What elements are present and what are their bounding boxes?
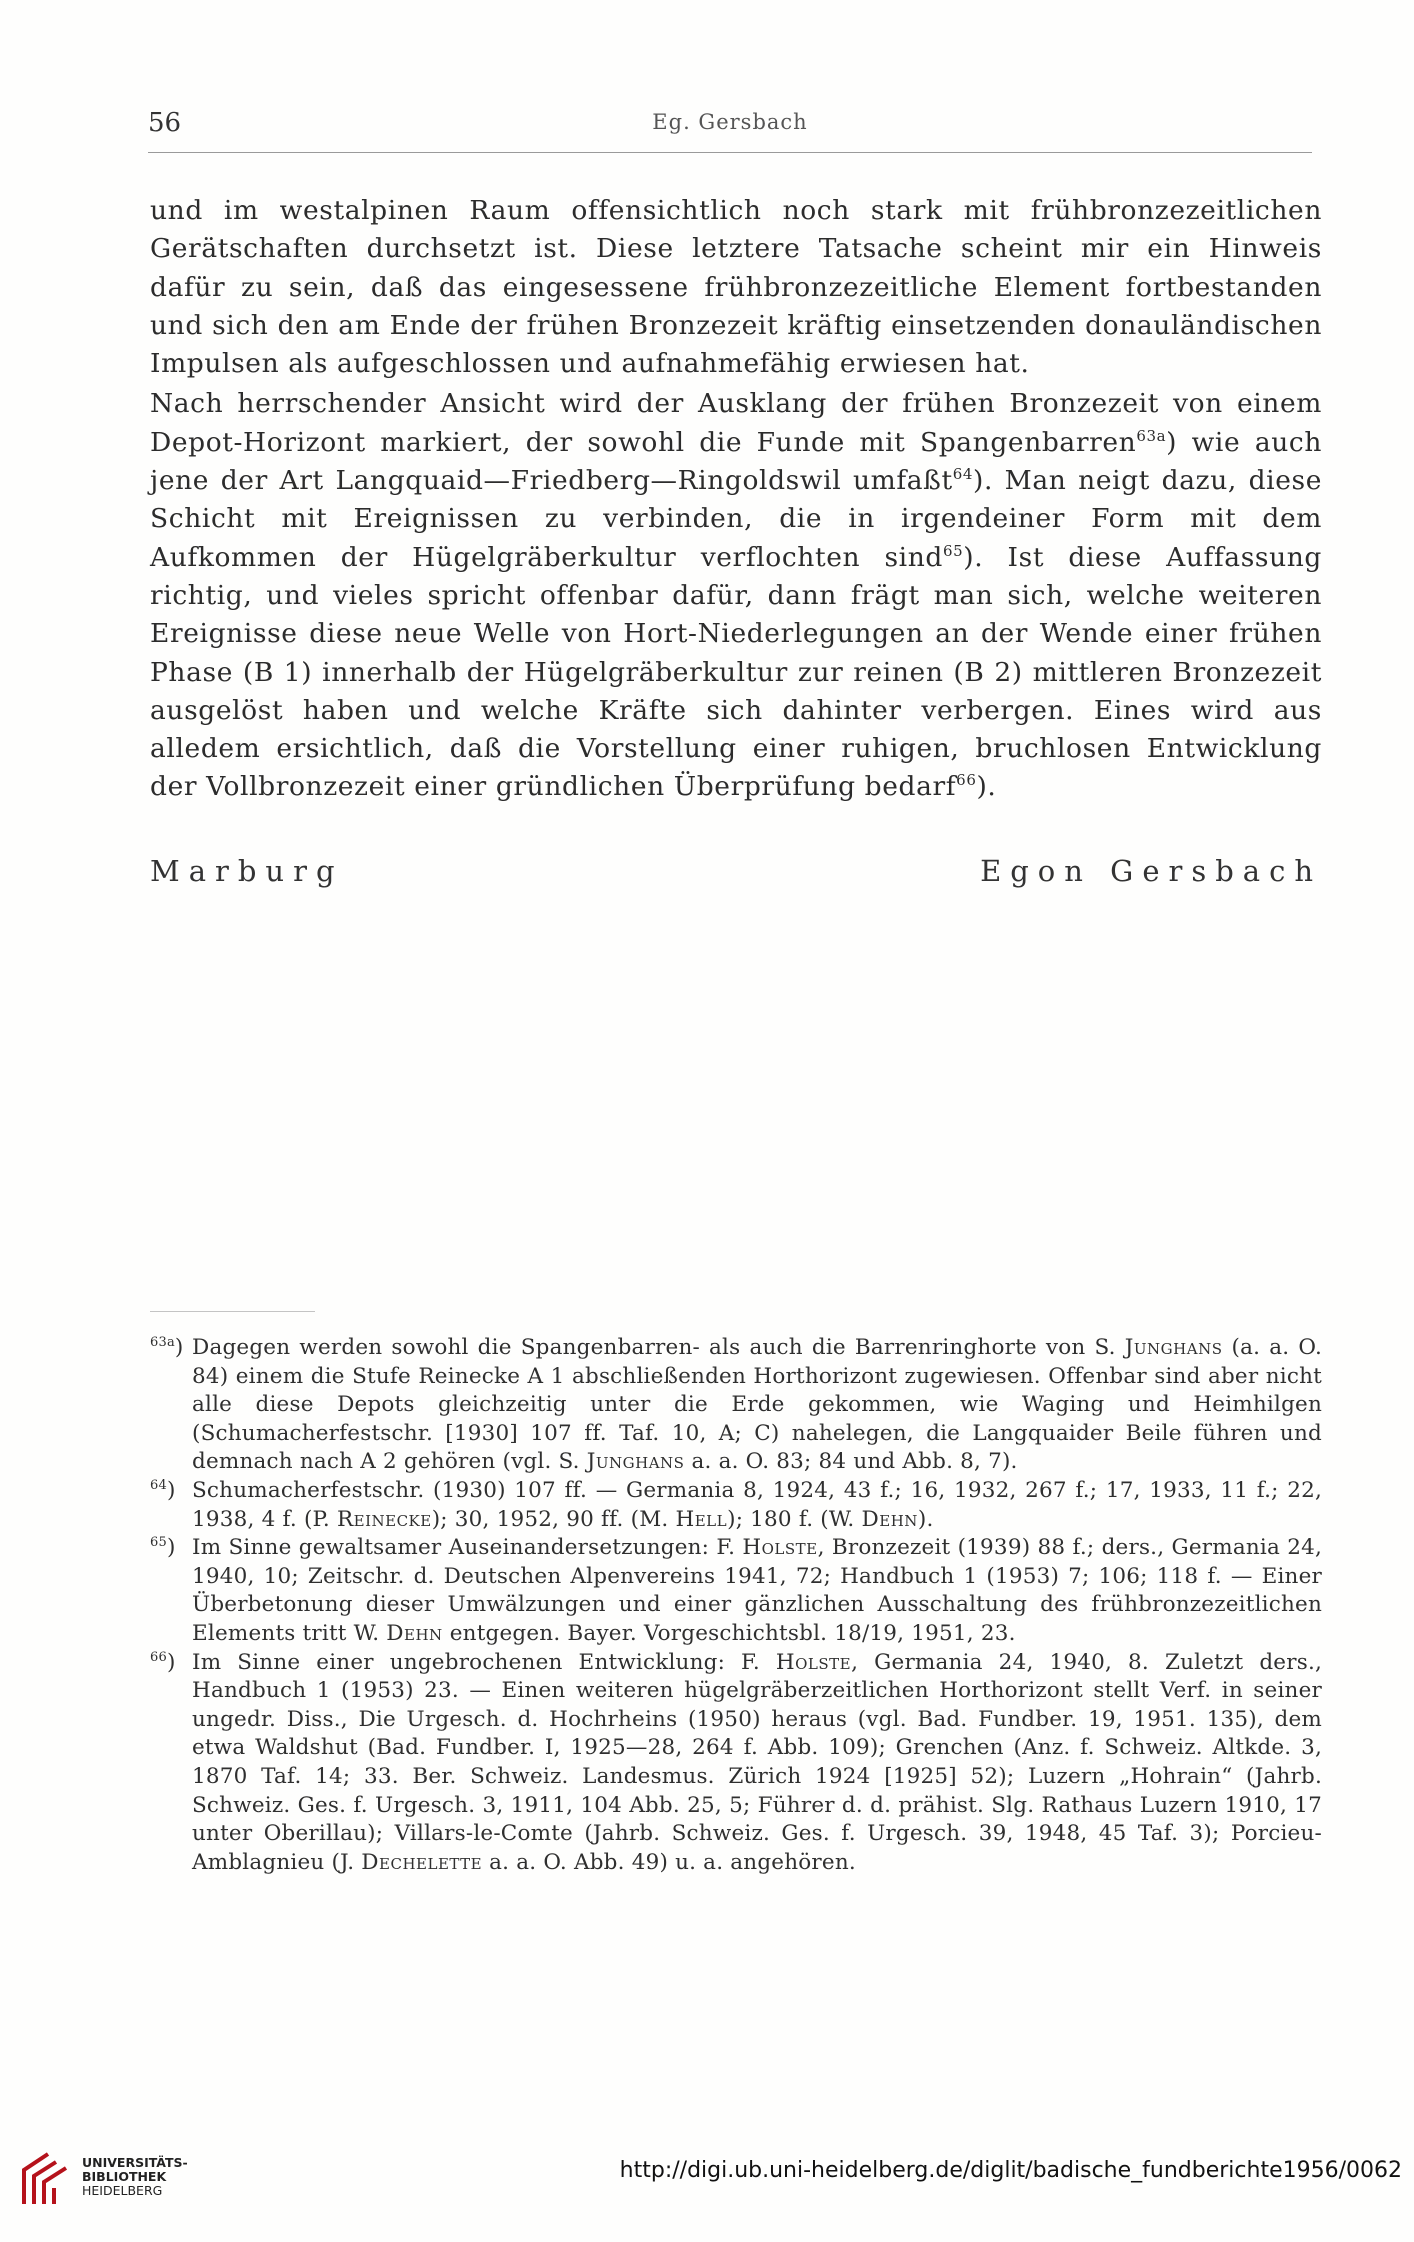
- paragraph-2-part-b: ) wie auch jene der Art Langquaid—Friedberg—Ringoldswil umfaßt: [150, 426, 1322, 497]
- footnote-64: $^{64}$) Schumacherfestschr. (1930) 107 ff. — Germania 8, 1924, 43 f.; 16, 1932, 267 f.; 17, 1933, 11 f.; 22, 1938, 4 f. (P. Reinecke); 30, 1952, 90 ff. (M. Hell); 180 f. (W. Dehn).: [150, 1477, 1322, 1532]
- footnotes: [150, 1334, 1322, 1877]
- footnote-divider: [150, 1311, 315, 1312]
- page-number: 56: [148, 108, 182, 138]
- footnote-number: $^{63a}$): [150, 1334, 184, 1360]
- author-name: Junghans: [586, 1449, 685, 1475]
- footnote-number: $^{66}$): [150, 1649, 176, 1675]
- author-name: Reinecke: [336, 1506, 432, 1532]
- page-header: [148, 106, 1312, 153]
- paragraph-2: [150, 385, 1322, 806]
- signature-place: Marburg: [150, 854, 344, 888]
- footnote-ref-66[interactable]: 66: [956, 771, 977, 790]
- source-url-link[interactable]: http://digi.ub.uni-heidelberg.de/diglit/badische_fundberichte1956/0062: [619, 2158, 1402, 2183]
- footnote-ref-65[interactable]: 65: [942, 541, 964, 560]
- paragraph-2-part-c: ). Man neigt dazu, diese Schicht mit Ereignissen zu verbinden, die in irgendeiner Form mit dem Aufkommen der Hügelgräberkultur verflochten sind: [150, 465, 1322, 573]
- author-name: Dehn: [386, 1620, 443, 1646]
- footnote-ref-64[interactable]: 64: [952, 465, 974, 484]
- footnote-65: $^{65}$) Im Sinne gewaltsamer Auseinandersetzungen: F. Holste, Bronzezeit (1939) 88 f.; ders., Germania 24, 1940, 10; Zeitschr. d. Deutschen Alpenvereins 1941, 72; Handbuch 1 (1953) 7; 106; 118 f. — Einer Überbetonung dieser Umwälzungen und einer gänzlichen Ausschaltung des frühbronzezeitlichen Elements tritt W. Dehn entgegen. Bayer. Vorgeschichtsbl. 18/19, 1951, 23.: [150, 1535, 1323, 1646]
- ub-heidelberg-logo-icon: [14, 2148, 74, 2208]
- author-name: Holste: [742, 1535, 818, 1561]
- paragraph-2-part-a: Nach herrschender Ansicht wird der Ausklang der frühen Bronzezeit von einem Depot-Horizont markiert, der sowohl die Funde mit Spangenbarren: [150, 388, 1322, 458]
- author-name: Dechelette: [361, 1849, 483, 1875]
- paragraph-2-part-e: ).: [976, 771, 997, 803]
- footnote-66: $^{66}$) Im Sinne einer ungebrochenen Entwicklung: F. Holste, Germania 24, 1940, 8. Zuletzt ders., Handbuch 1 (1953) 23. — Einen weiteren hügelgräberzeitlichen Horthorizont stellt Verf. in seiner ungedr. Diss., Die Urgesch. d. Hochrheins (1950) heraus (vgl. Bad. Fundber. 19, 1951. 135), dem etwa Waldshut (Bad. Fundber. I, 1925—28, 264 f. Abb. 109); Grenchen (Anz. f. Schweiz. Altkde. 3, 1870 Taf. 14; 33. Ber. Schweiz. Landesmus. Zürich 1924 [1925] 52); Luzern „Hohrain“ (Jahrb. Schweiz. Ges. f. Urgesch. 3, 1911, 104 Abb. 25, 5; Führer d. d. prähist. Slg. Rathaus Luzern 1910, 17 unter Oberillau); Villars-le-Comte (Jahrb. Schweiz. Ges. f. Urgesch. 39, 1948, 45 Taf. 3); Porcieu-Amblagnieu (J. Dechelette a. a. O. Abb. 49) u. a. angehören.: [150, 1649, 1323, 1875]
- author-name: Holste: [775, 1649, 852, 1675]
- main-text: [150, 192, 1322, 807]
- footnote-number: $^{64}$): [150, 1477, 176, 1503]
- library-name: UNIVERSITÄTS- BIBLIOTHEK HEIDELBERG: [82, 2155, 188, 2198]
- author-name: Hell: [675, 1506, 728, 1532]
- author-name: Dehn: [861, 1506, 918, 1532]
- footnote-ref-63a[interactable]: 63a: [1136, 426, 1167, 445]
- footnote-number: $^{65}$): [150, 1535, 176, 1561]
- paragraph-2-part-d: ). Ist diese Auffassung richtig, und vieles spricht offenbar dafür, dann frägt man sich, welche weiteren Ereignisse diese neue Welle von Hort-Niederlegungen an der Wende einer frühen Phase (B 1) innerhalb der Hügelgräberkultur zur reinen (B 2) mittleren Bronzezeit ausgelöst haben und welche Kräfte sich dahinter verbergen. Eines wird aus alledem ersichtlich, daß die Vorstellung einer ruhigen, bruchlosen Entwicklung der Vollbronzezeit einer gründlichen Überprüfung bedarf: [150, 541, 1323, 803]
- running-head: Eg. Gersbach: [652, 110, 808, 134]
- paragraph-1: und im westalpinen Raum offensichtlich noch stark mit frühbronzezeitlichen Gerätschaften durchsetzt ist. Diese letztere Tatsache scheint mir ein Hinweis dafür zu sein, daß das eingesessene frühbronzezeitliche Element fortbestanden und sich den am Ende der frühen Bronzezeit kräftig einsetzenden donauländischen Impulsen als aufgeschlossen und aufnahmefähig erwiesen hat.: [150, 195, 1322, 380]
- author-name: Junghans: [1124, 1335, 1223, 1360]
- footnote-63a: $^{63a}$) Dagegen werden sowohl die Spangenbarren- als auch die Barrenringhorte von S. Junghans (a. a. O. 84) einem die Stufe Reinecke A 1 abschließenden Horthorizont zugewiesen. Offenbar sind aber nicht alle diese Depots gleichzeitig unter die Erde gekommen, wie Waging und Heimhilgen (Schumacherfestschr. [1930] 107 ff. Taf. 10, A; C) nahelegen, die Langquaider Beile führen und demnach nach A 2 gehören (vgl. S. Junghans a. a. O. 83; 84 und Abb. 8, 7).: [150, 1334, 1322, 1475]
- signature-author: Egon Gersbach: [980, 854, 1322, 888]
